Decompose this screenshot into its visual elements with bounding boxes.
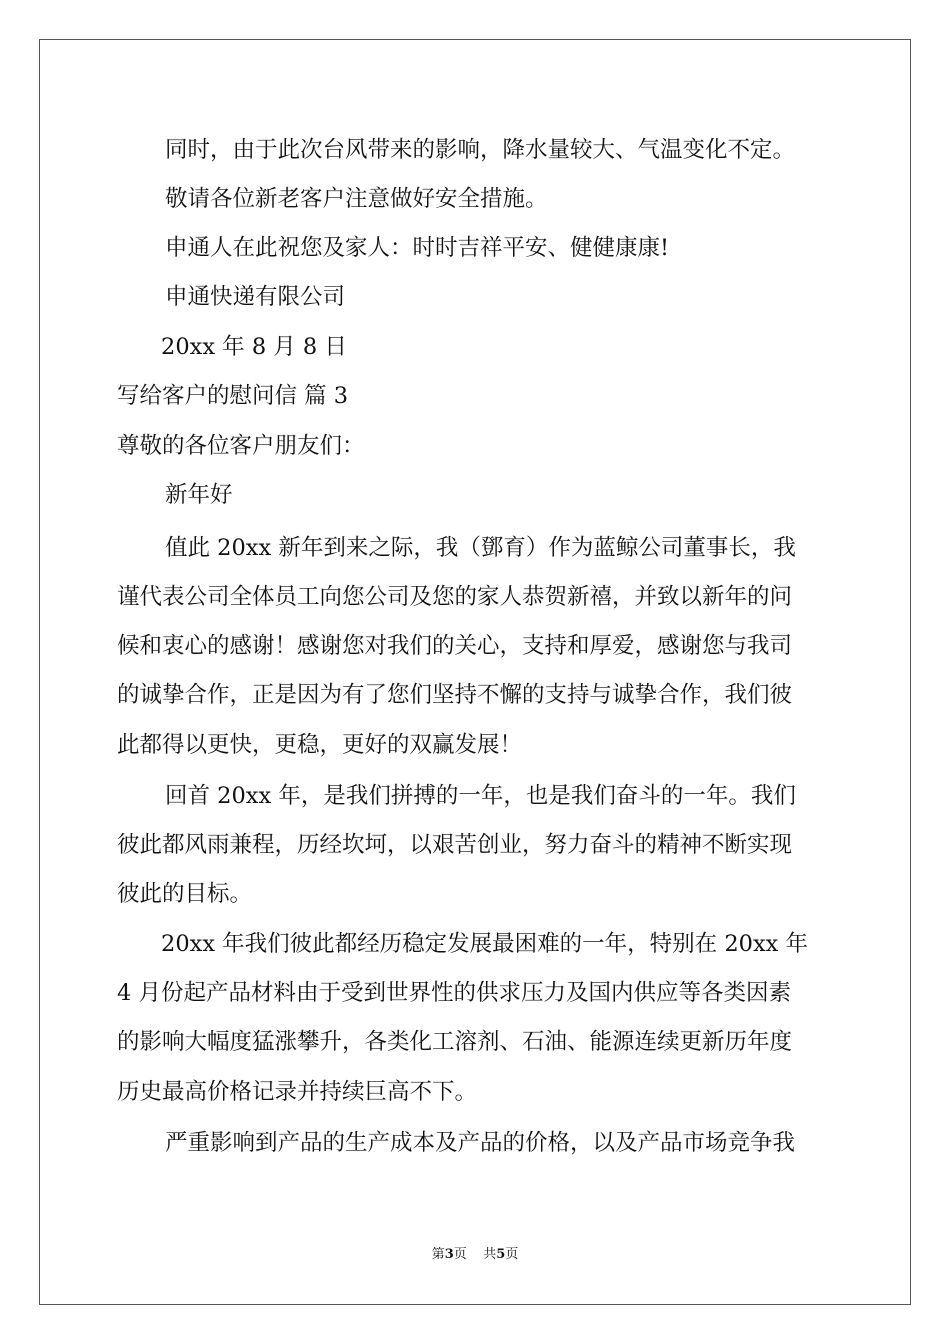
- paragraph-line: 20xx 年我们彼此都经历稳定发展最困难的一年，特别在 20xx 年: [161, 931, 808, 957]
- current-page-number: 3: [444, 1247, 454, 1262]
- page-footer: [0, 1246, 950, 1264]
- paragraph-line: 敬请各位新老客户注意做好安全措施。: [165, 186, 548, 212]
- paragraph-line: 此都得以更快，更稳，更好的双赢发展！: [117, 732, 523, 758]
- footer-suffix: 页: [505, 1247, 519, 1262]
- total-page-number: 5: [496, 1247, 506, 1262]
- paragraph-line: 4 月份起产品材料由于受到世界性的供求压力及国内供应等各类因素: [117, 980, 791, 1006]
- letter-date: 20xx 年 8 月 8 日: [161, 334, 347, 360]
- paragraph-line: 彼此都风雨兼程，历经坎坷，以艰苦创业，努力奋斗的精神不断实现: [117, 832, 793, 858]
- paragraph-line: 历史最高价格记录并持续巨高不下。: [117, 1079, 478, 1105]
- paragraph-line: 回首 20xx 年，是我们拼搏的一年，也是我们奋斗的一年。我们: [165, 783, 796, 809]
- paragraph-line: 同时，由于此次台风带来的影响，降水量较大、气温变化不定。: [165, 137, 796, 163]
- page-border: [39, 39, 911, 1305]
- greeting: 新年好: [165, 482, 233, 508]
- footer-middle: 页 共: [453, 1247, 497, 1262]
- paragraph-line: 严重影响到产品的生产成本及产品的价格，以及产品市场竞争我: [165, 1130, 796, 1156]
- paragraph-line: 的影响大幅度猛涨攀升，各类化工溶剂、石油、能源连续更新历年度: [117, 1029, 793, 1055]
- paragraph-line: 彼此的目标。: [117, 881, 253, 907]
- paragraph-line: 申通人在此祝您及家人：时时吉祥平安、健健康康!: [165, 235, 670, 261]
- section-title: 写给客户的慰问信 篇 3: [117, 383, 349, 409]
- paragraph-line: 候和衷心的感谢！感谢您对我们的关心，支持和厚爱，感谢您与我司: [117, 633, 793, 659]
- salutation: 尊敬的各位客户朋友们：: [117, 433, 365, 459]
- company-name: 申通快递有限公司: [165, 284, 346, 310]
- paragraph-line: 的诚挚合作，正是因为有了您们坚持不懈的支持与诚挚合作，我们彼: [117, 682, 793, 708]
- footer-prefix: 第: [431, 1247, 445, 1262]
- paragraph-line: 谨代表公司全体员工向您公司及您的家人恭贺新禧，并致以新年的问: [117, 584, 793, 610]
- paragraph-line: 值此 20xx 新年到来之际，我（鄧育）作为蓝鲸公司董事长，我: [165, 535, 796, 561]
